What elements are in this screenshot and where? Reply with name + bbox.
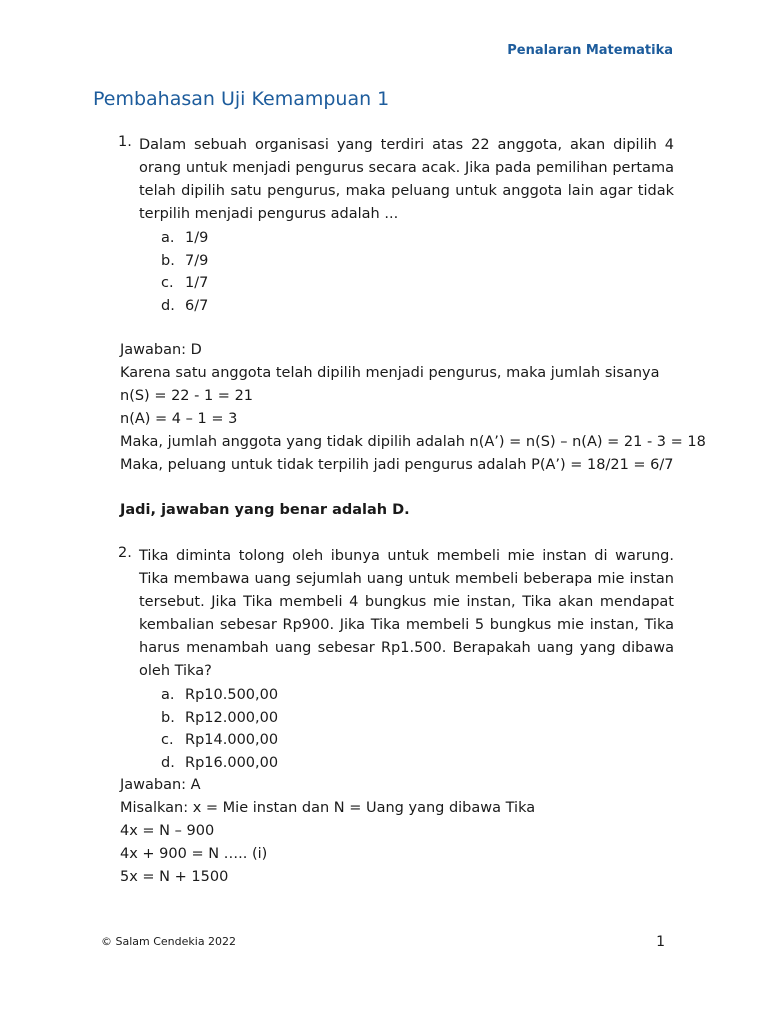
solution-line: n(S) = 22 - 1 = 21 bbox=[120, 388, 254, 404]
question-2 bbox=[118, 545, 674, 774]
answer-line: Jawaban: A bbox=[120, 777, 201, 793]
conclusion: Jadi, jawaban yang benar adalah D. bbox=[120, 502, 410, 518]
question-number: 1. bbox=[118, 134, 132, 150]
option-d: d. Rp16.000,00 bbox=[161, 754, 279, 771]
option-c: c. Rp14.000,00 bbox=[161, 732, 279, 749]
solution-2 bbox=[120, 774, 690, 889]
option-a: a. Rp10.500,00 bbox=[161, 687, 279, 703]
solution-line: 4x + 900 = N ….. (i) bbox=[120, 846, 268, 862]
options-list bbox=[161, 684, 674, 774]
question-text: Tika diminta tolong oleh ibunya untuk membeli mie instan di warung. Tika membawa uang sejumlah uang untuk membeli beberapa mie instan tersebut. Jika Tika membeli 4 bungkus mie instan, Tika akan mendapat kembalian sebesar Rp900. Jika Tika membeli 5 bungkus mie instan, Tika harus menambah uang sebesar Rp1.500. Berapakah uang yang dibawa oleh Tika? bbox=[139, 548, 674, 679]
page-title: Pembahasan Uji Kemampuan 1 bbox=[93, 88, 390, 110]
options-list bbox=[161, 227, 674, 317]
solution-line: Maka, jumlah anggota yang tidak dipilih adalah n(A’) = n(S) – n(A) = 21 - 3 = 18 bbox=[120, 434, 706, 450]
solution-1 bbox=[120, 339, 706, 477]
option-a: a. 1/9 bbox=[161, 230, 209, 246]
header-label: Penalaran Matematika bbox=[507, 43, 673, 58]
answer-line: Jawaban: D bbox=[120, 342, 202, 358]
solution-line: n(A) = 4 – 1 = 3 bbox=[120, 411, 238, 427]
solution-line: Maka, peluang untuk tidak terpilih jadi pengurus adalah P(A’) = 18/21 = 6/7 bbox=[120, 457, 674, 473]
solution-line: 5x = N + 1500 bbox=[120, 869, 229, 885]
question-1 bbox=[118, 134, 674, 317]
footer-copyright: © Salam Cendekia 2022 bbox=[101, 935, 237, 948]
question-number: 2. bbox=[118, 545, 132, 561]
page-number: 1 bbox=[656, 934, 665, 950]
solution-line: Karena satu anggota telah dipilih menjadi pengurus, maka jumlah sisanya bbox=[120, 365, 660, 381]
solution-line: 4x = N – 900 bbox=[120, 823, 215, 839]
option-c: c. 1/7 bbox=[161, 275, 209, 292]
question-text: Dalam sebuah organisasi yang terdiri atas 22 anggota, akan dipilih 4 orang untuk menjadi pengurus secara acak. Jika pada pemilihan pertama telah dipilih satu pengurus, maka peluang untuk anggota lain agar tidak terpilih menjadi pengurus adalah ... bbox=[139, 137, 674, 222]
option-b: b. Rp12.000,00 bbox=[161, 709, 279, 726]
option-b: b. 7/9 bbox=[161, 252, 209, 269]
option-d: d. 6/7 bbox=[161, 297, 209, 314]
solution-line: Misalkan: x = Mie instan dan N = Uang yang dibawa Tika bbox=[120, 800, 536, 816]
